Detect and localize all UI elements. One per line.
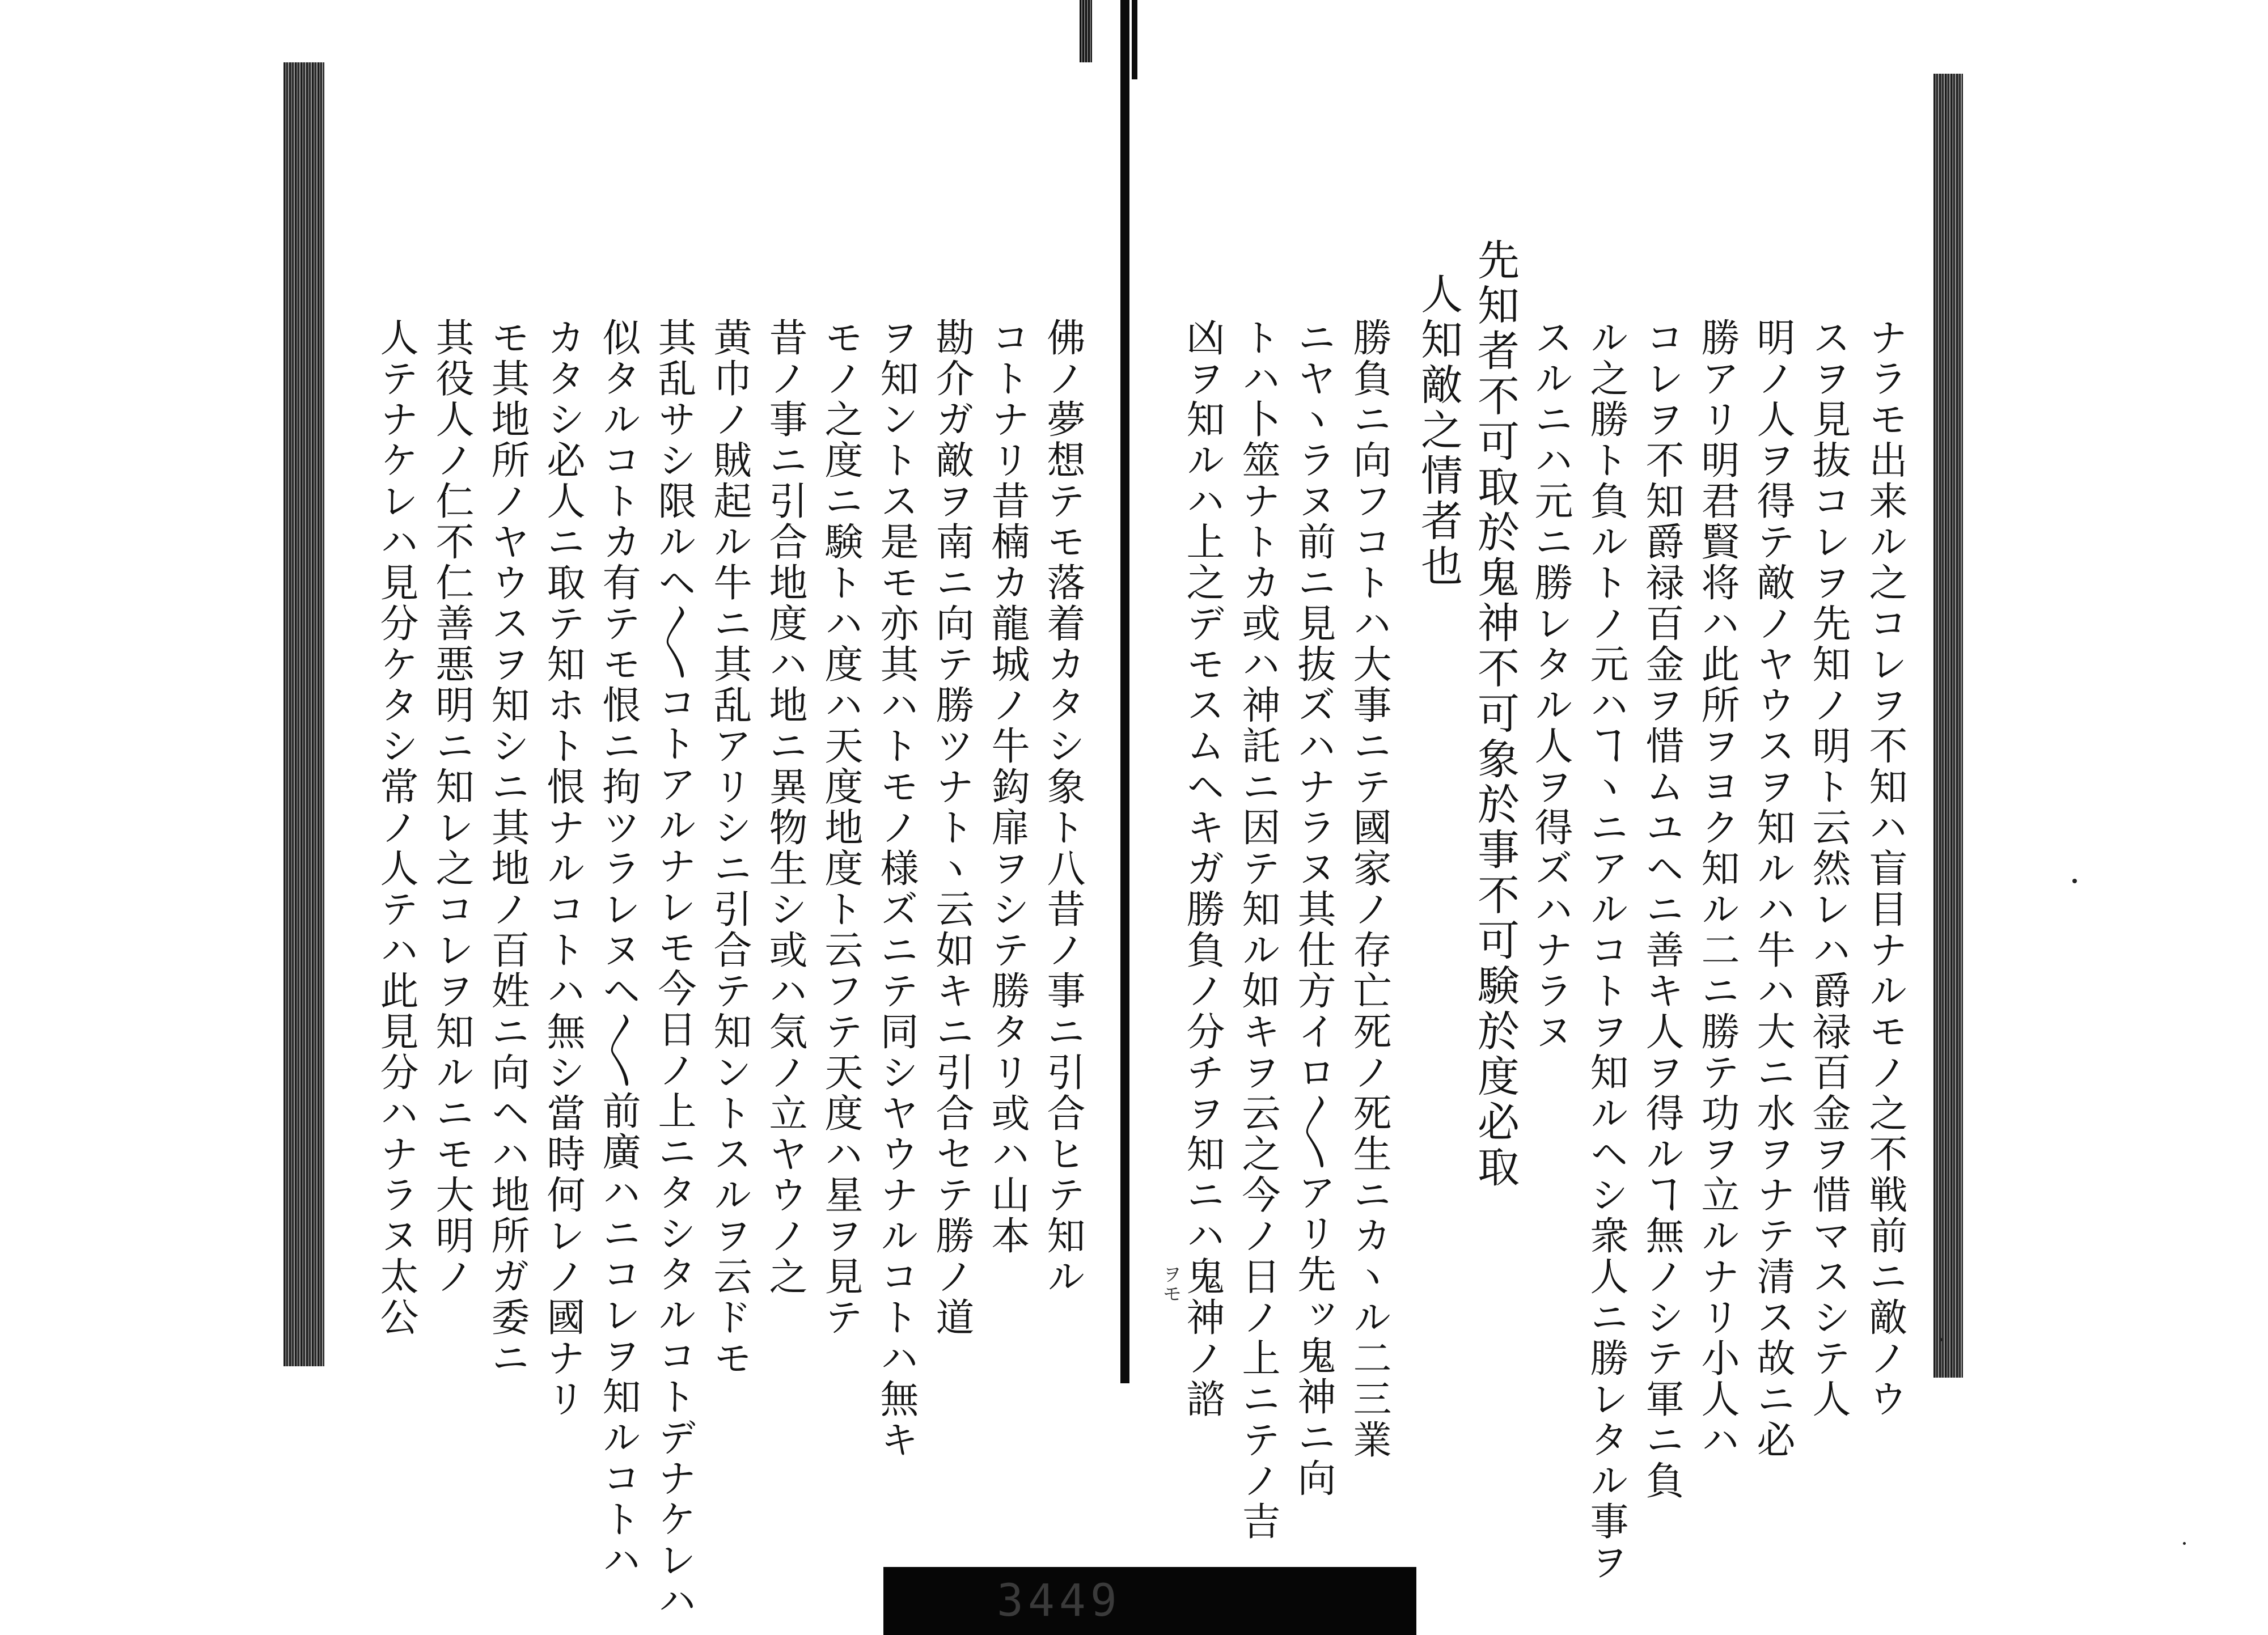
archive-number-stamp (883, 1567, 1416, 1635)
right-small-annotation: ヲモ (1159, 1264, 1182, 1303)
right-heading-line-2: 人知敵之情者也 (1414, 272, 1463, 590)
right-heading-line-1: 先知者不可取於鬼神不可象於事不可験於度必取 (1471, 238, 1520, 1191)
left-col-3: 勘介ガ敵ヲ南ニ向テ勝ツナトヽ云如キニ引合セテ勝ノ道 (929, 317, 974, 1338)
right-col-5: コレヲ不知爵禄百金ヲ惜ムユヘニ善キ人ヲ得ルヿ無ノシテ軍ニ負 (1639, 317, 1684, 1501)
left-book-edge (284, 62, 324, 1366)
center-gutter (1120, 0, 1129, 1383)
paper-speck (1939, 1338, 1943, 1341)
paper-speck (2072, 879, 2077, 883)
right-body-col-2: ニヤヽラヌ前ニ見抜ズハナラヌ其仕方イロ〳〵アリ先ッ鬼神ニ向 (1291, 317, 1336, 1499)
right-col-1: ナラモ出来ル之コレヲ不知ハ盲目ナルモノ之不戦前ニ敵ノウ (1863, 317, 1907, 1420)
left-col-4: ヲ知ントス是モ亦其ハトモノ様ズニテ同シヤウナルコトハ無キ (874, 317, 919, 1460)
left-col-6: 昔ノ事ニ引合地度ハ地ニ異物生シ或ハ気ノ立ヤウノ之 (763, 317, 807, 1297)
left-page (340, 0, 1111, 1635)
left-col-5: モノ之度ニ験トハ度ハ天度地度ト云フテ天度ハ星ヲ見テ (818, 317, 863, 1338)
left-col-8: 其乱サシ限ルヘ〳〵コトアルナレモ今日ノ上ニタシタルコトデナケレハ (651, 317, 696, 1621)
left-col-10: カタシ必人ニ取テ知ホト恨ナルコトハ無シ當時何レノ國ナリ (540, 317, 585, 1420)
right-col-4: 勝アリ明君賢将ハ此所ヲヨク知ル二ニ勝テ功ヲ立ルナリ小人ハ (1695, 317, 1740, 1460)
right-col-7: スルニハ元ニ勝レタル人ヲ得ズハナラヌ (1528, 317, 1573, 1052)
right-page (1134, 0, 1928, 1635)
right-body-col-1: 勝負ニ向フコトハ大事ニテ國家ノ存亡死ノ死生ニカヽル二三業 (1347, 317, 1391, 1460)
left-col-1: 佛ノ夢想テモ落着カタシ象ト八昔ノ事ニ引合ヒテ知ル (1040, 317, 1085, 1297)
archive-number: 3449 (997, 1575, 1122, 1626)
right-col-2: スヲ見抜コレヲ先知ノ明ト云然レハ爵禄百金ヲ惜マスシテ人 (1806, 317, 1851, 1420)
left-col-11: モ其地所ノヤウスヲ知シニ其地ノ百姓ニ向ヘハ地所ガ委ニ (485, 317, 530, 1379)
left-col-7: 黄巾ノ賊起ル牛ニ其乱アリシニ引合テ知ントスルヲ云ドモ (707, 317, 752, 1379)
left-col-12: 其役人ノ仁不仁善悪明ニ知レ之コレヲ知ルニモ大明ノ (429, 317, 474, 1297)
left-col-2: コトナリ昔楠カ龍城ノ牛鈎扉ヲシテ勝タリ或ハ山本 (985, 317, 1030, 1256)
right-col-3: 明ノ人ヲ得テ敵ノヤウスヲ知ルハ牛ハ大ニ水ヲナテ清ス故ニ必 (1750, 317, 1795, 1460)
left-col-9: 似タルコトカ有テモ恨ニ拘ツラレヌヘ〳〵前廣ハニコレヲ知ルコトハ (596, 317, 641, 1581)
left-col-13: 人テナケレハ見分ケタシ常ノ人テハ此見分ハナラヌ太公 (374, 317, 418, 1338)
paper-speck (2183, 1542, 2186, 1545)
right-col-6: ル之勝ト負ルトノ元ハヿヽニアルコトヲ知ルヘシ衆人ニ勝レタル事ヲ (1584, 317, 1628, 1583)
right-body-col-4: 凶ヲ知ルハ上之デモスムヘキガ勝負ノ分チヲ知ニハ鬼神ノ諮 (1180, 317, 1225, 1420)
right-body-col-3: トハ卜筮ナトカ或ハ神託ニ因テ知ル如キヲ云之今ノ日ノ上ニテノ吉 (1235, 317, 1280, 1542)
right-book-edge (1933, 74, 1963, 1378)
